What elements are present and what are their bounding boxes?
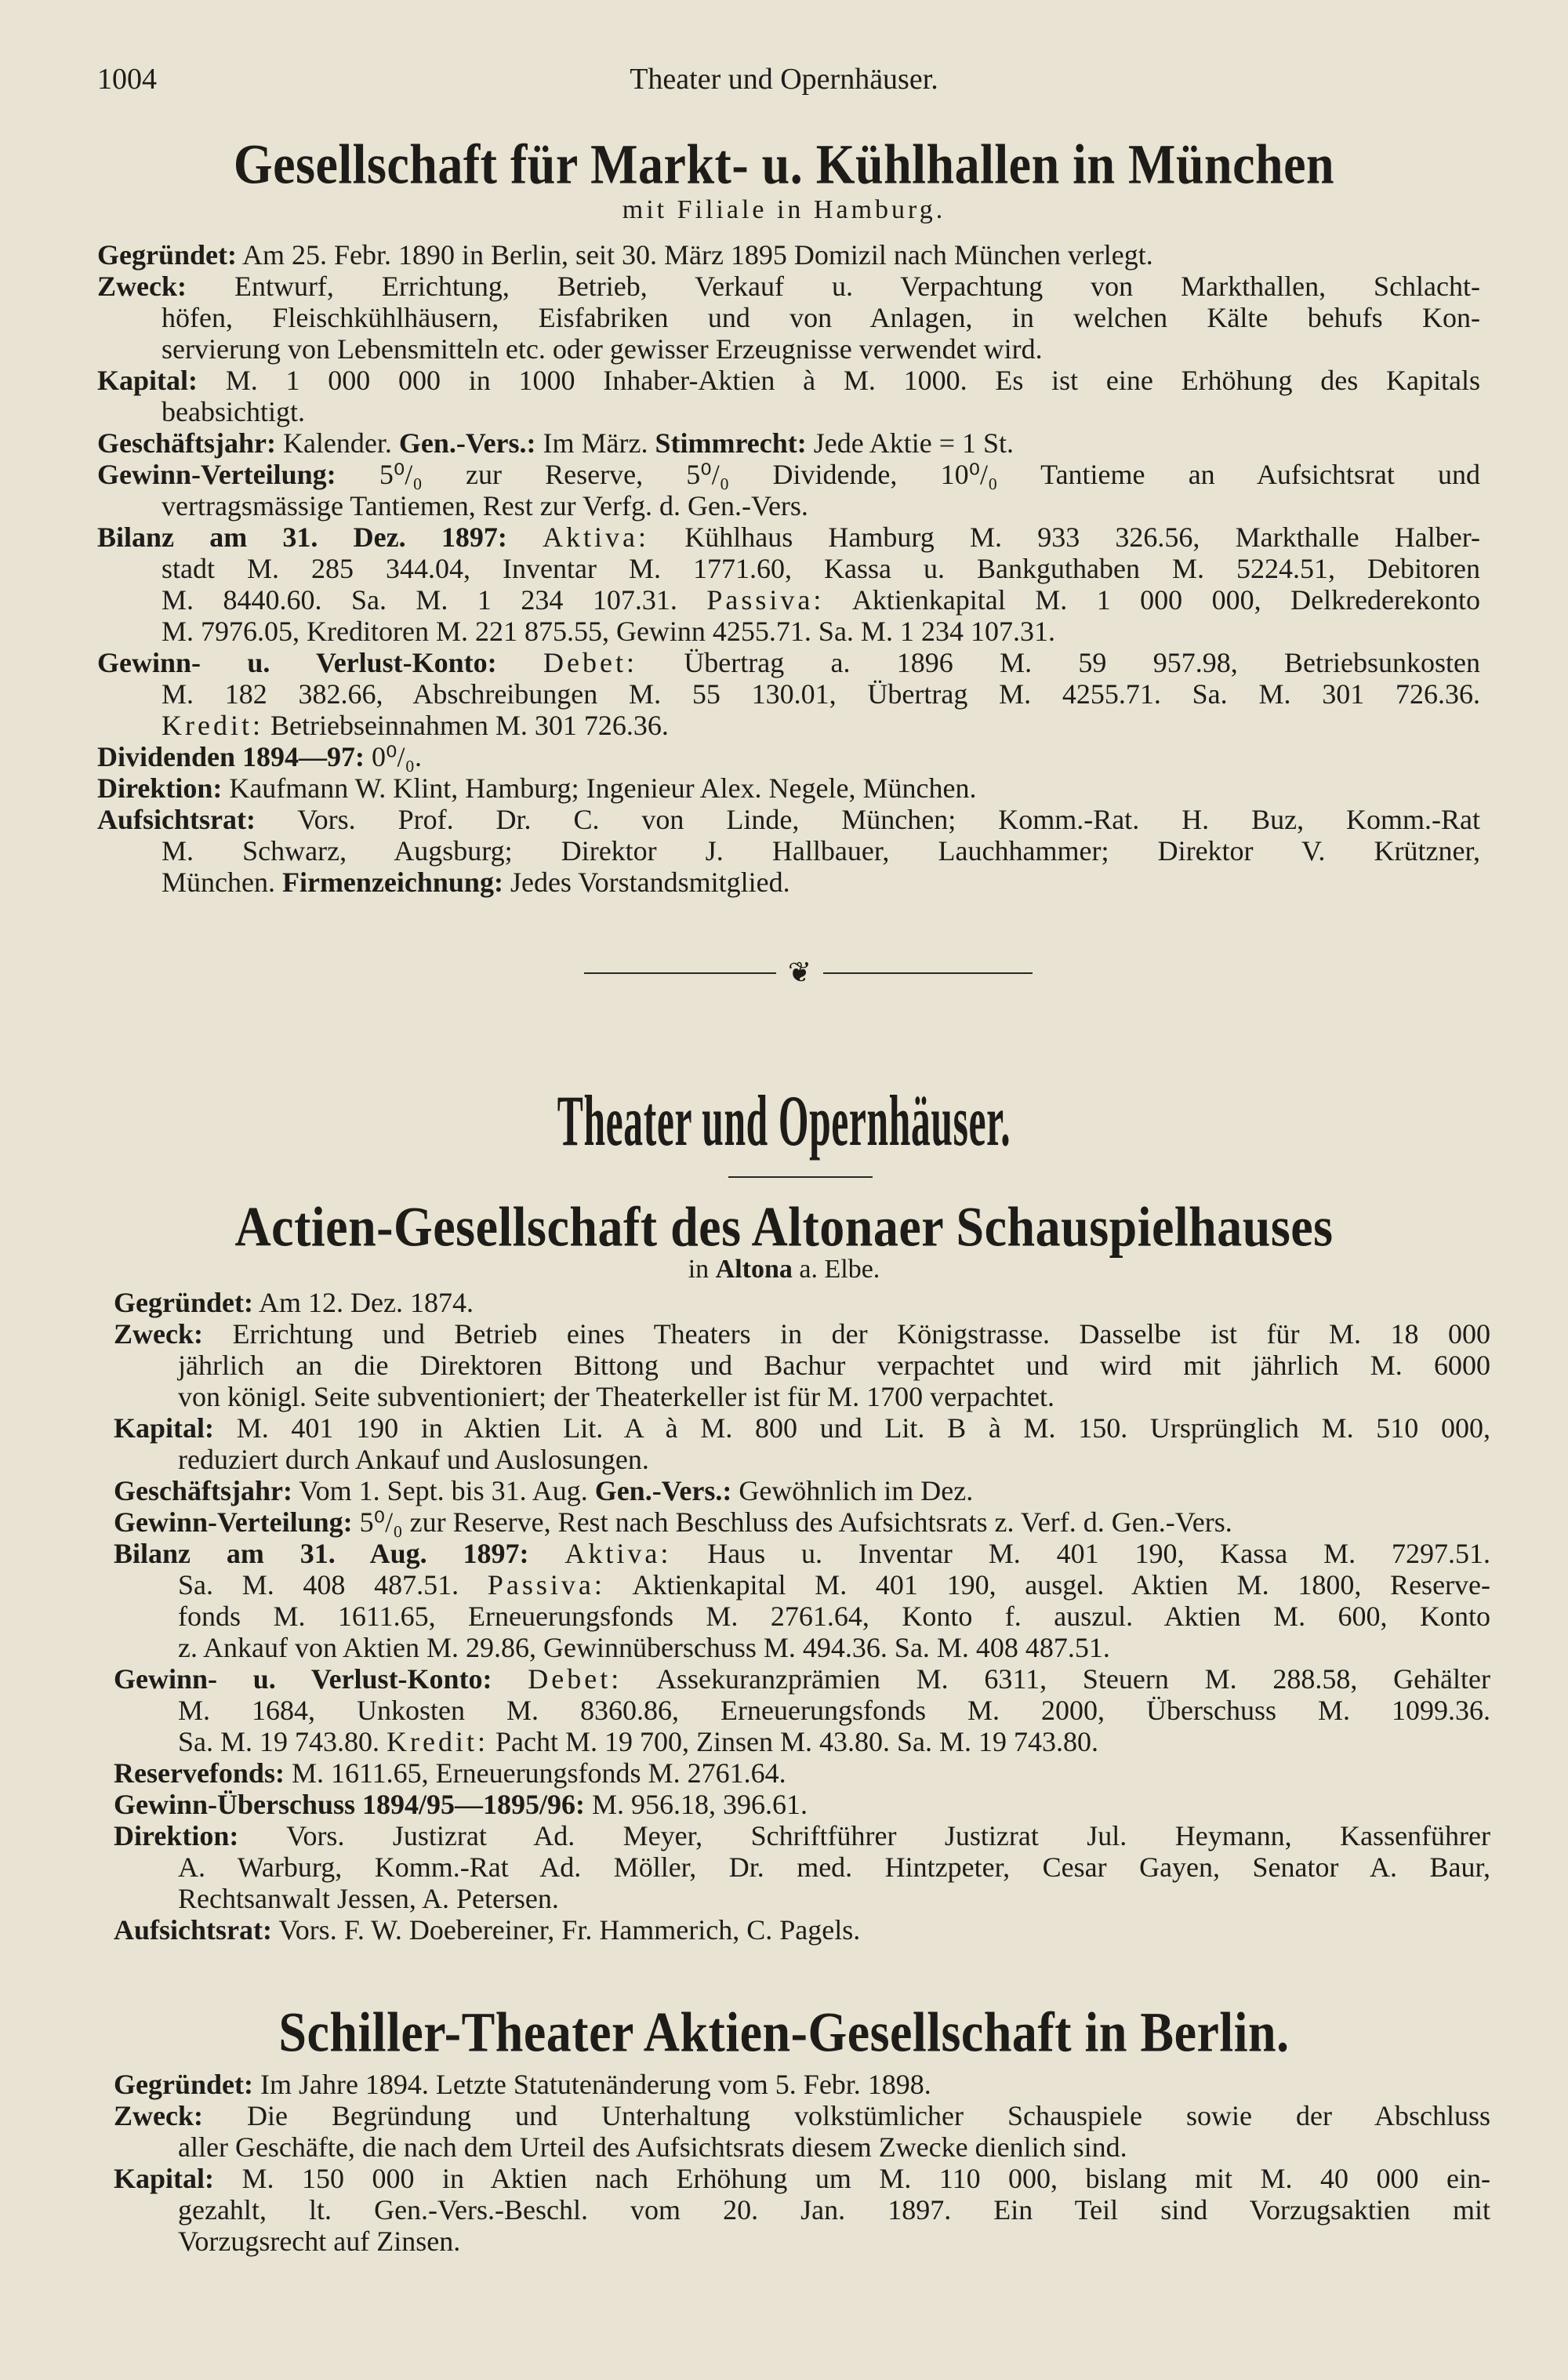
text-run: M. 1611.65, Erneuerungsfonds M. 2761.64. xyxy=(284,1757,786,1789)
text-run: 5⁰/₀ zur Reserve, Rest nach Beschluss des Aufsichtsrats z. Verf. d. Gen.-Vers. xyxy=(352,1506,1232,1538)
text-run: M. 956.18, 396.61. xyxy=(585,1789,808,1820)
spaced-label: Passiva: xyxy=(706,584,825,616)
field-label: Zweck: xyxy=(97,271,187,302)
text-line xyxy=(97,271,1480,302)
text-line xyxy=(97,490,1480,521)
company-title-1: Gesellschaft für Markt- u. Kühlhallen in München xyxy=(233,133,1335,196)
text-line xyxy=(97,459,1480,490)
field-label: Zweck: xyxy=(114,1318,203,1350)
text-line xyxy=(114,1695,1490,1726)
heading-rule xyxy=(728,1176,873,1178)
text-line xyxy=(114,1851,1490,1883)
text-line xyxy=(114,1820,1490,1851)
text-line xyxy=(114,1914,1490,1946)
text-run: Aktienkapital M. 401 190, ausgel. Aktien M. 1800, Reserve- xyxy=(604,1569,1490,1601)
field-label: Gewinn- u. Verlust-Konto: xyxy=(114,1663,492,1695)
text-run: Im Jahre 1894. Letzte Statutenänderung vom 5. Febr. 1898. xyxy=(252,2069,931,2100)
text-line xyxy=(114,2194,1490,2226)
text-run: Vors. Justizrat Ad. Meyer, Schriftführer Justizrat Jul. Heymann, Kassenführer xyxy=(238,1820,1490,1851)
company-title-3: Schiller-Theater Aktien-Gesellschaft in Berlin. xyxy=(278,2000,1290,2064)
field-label: Stimmrecht: xyxy=(655,427,807,459)
text-run: fonds M. 1611.65, Erneuerungsfonds M. 2761.64, Konto f. auszul. Aktien M. 600, Konto xyxy=(178,1601,1490,1632)
text-line xyxy=(114,1318,1490,1350)
text-line xyxy=(114,1412,1490,1444)
text-line xyxy=(114,1506,1490,1538)
text-line xyxy=(97,710,1480,741)
spaced-label: Kredit: xyxy=(162,710,263,741)
text-run: Jede Aktie = 1 St. xyxy=(806,427,1014,459)
text-run: Vors. F. W. Doebereiner, Fr. Hammerich, C. Pagels. xyxy=(271,1914,861,1946)
text-run: reduziert durch Ankauf und Auslosungen. xyxy=(178,1444,649,1475)
text-run: Sa. M. 19 743.80. xyxy=(178,1726,387,1757)
text-line xyxy=(114,1538,1490,1569)
text-line xyxy=(114,1444,1490,1475)
text-run: M. Schwarz, Augsburg; Direktor J. Hallbauer, Lauchhammer; Direktor V. Krützner, xyxy=(162,835,1480,867)
text-run: Am 12. Dez. 1874. xyxy=(252,1287,474,1318)
text-run: Assekuranzprämien M. 6311, Steuern M. 288.58, Gehälter xyxy=(622,1663,1490,1695)
text-line xyxy=(114,1601,1490,1632)
field-label: Aufsichtsrat: xyxy=(114,1914,272,1946)
text-line xyxy=(114,2131,1490,2163)
field-label: Gewinn-Überschuss 1894/95—1895/96: xyxy=(114,1789,586,1820)
spaced-label: Kredit: xyxy=(387,1726,488,1757)
text-run: M. 7976.05, Kreditoren M. 221 875.55, Gewinn 4255.71. Sa. M. 1 234 107.31. xyxy=(162,616,1055,647)
text-run: Kühlhaus Hamburg M. 933 326.56, Markthalle Halber- xyxy=(649,521,1480,553)
page-number: 1004 xyxy=(97,63,157,96)
text-run: Die Begründung und Unterhaltung volkstümlicher Schauspiele sowie der Abschluss xyxy=(202,2100,1490,2131)
text-line xyxy=(97,333,1480,365)
field-label: Zweck: xyxy=(114,2100,203,2131)
text-line xyxy=(97,772,1480,804)
company-subtitle-1: mit Filiale in Hamburg. xyxy=(622,195,946,224)
text-run: Gewöhnlich im Dez. xyxy=(731,1475,974,1506)
text-run: Vors. Prof. Dr. C. von Linde, München; Komm.-Rat. H. Buz, Komm.-Rat xyxy=(255,804,1480,835)
text-run: vertragsmässige Tantiemen, Rest zur Verfg. d. Gen.-Vers. xyxy=(162,490,808,521)
text-run: von königl. Seite subventioniert; der Theaterkeller ist für M. 1700 verpachtet. xyxy=(178,1381,1055,1412)
text-line xyxy=(114,1663,1490,1695)
company-entry-2 xyxy=(114,1287,1490,1946)
field-label: Reservefonds: xyxy=(114,1757,285,1789)
text-line xyxy=(114,2069,1490,2100)
text-line xyxy=(114,2226,1490,2257)
text-run: Betriebseinnahmen M. 301 726.36. xyxy=(263,710,669,741)
text-run: beabsichtigt. xyxy=(162,396,305,427)
section-heading: Theater und Opernhäuser. xyxy=(557,1081,1011,1161)
text-line xyxy=(97,584,1480,616)
spaced-label: Passiva: xyxy=(487,1569,605,1601)
text-line xyxy=(114,1475,1490,1506)
text-run: Rechtsanwalt Jessen, A. Petersen. xyxy=(178,1883,559,1914)
company-title-2: Actien-Gesellschaft des Altonaer Schauspielhauses xyxy=(234,1195,1334,1259)
text-run: Aktienkapital M. 1 000 000, Delkrederekonto xyxy=(824,584,1480,616)
text-line xyxy=(97,427,1480,459)
text-line xyxy=(97,616,1480,647)
text-run: M. 1684, Unkosten M. 8360.86, Erneuerungsfonds M. 2000, Überschuss M. 1099.36. xyxy=(178,1695,1490,1726)
field-label: Kapital: xyxy=(114,1412,215,1444)
text-run: z. Ankauf von Aktien M. 29.86, Gewinnüberschuss M. 494.36. Sa. M. 408 487.51. xyxy=(178,1632,1110,1663)
text-run: Übertrag a. 1896 M. 59 957.98, Betriebsunkosten xyxy=(637,647,1480,678)
text-run: Kaufmann W. Klint, Hamburg; Ingenieur Alex. Negele, München. xyxy=(222,772,977,804)
field-label: Dividenden 1894—97: xyxy=(97,741,365,772)
text-run: höfen, Fleischkühlhäusern, Eisfabriken und von Anlagen, in welchen Kälte behufs Kon- xyxy=(162,302,1480,333)
text-run: Am 25. Febr. 1890 in Berlin, seit 30. März 1895 Domizil nach München verlegt. xyxy=(236,239,1153,271)
text-line xyxy=(114,1350,1490,1381)
text-run: A. Warburg, Komm.-Rat Ad. Möller, Dr. med. Hintzpeter, Cesar Gayen, Senator A. Baur, xyxy=(178,1851,1490,1883)
text-line xyxy=(114,1569,1490,1601)
text-run: Vom 1. Sept. bis 31. Aug. xyxy=(292,1475,595,1506)
subtitle-pre: in xyxy=(688,1255,716,1284)
spaced-label: Aktiva: xyxy=(564,1538,672,1569)
text-run: jährlich an die Direktoren Bittong und Bachur verpachtet und wird mit jährlich M. 6000 xyxy=(178,1350,1490,1381)
field-label: Direktion: xyxy=(114,1820,239,1851)
text-line xyxy=(114,1789,1490,1820)
text-line xyxy=(97,867,1480,898)
text-run xyxy=(507,521,543,553)
text-line xyxy=(97,647,1480,678)
text-run: stadt M. 285 344.04, Inventar M. 1771.60, Kassa u. Bankguthaben M. 5224.51, Debitoren xyxy=(162,553,1480,584)
spaced-label: Debet: xyxy=(528,1663,622,1695)
field-label: Bilanz am 31. Dez. 1897: xyxy=(97,521,507,553)
text-line xyxy=(97,302,1480,333)
text-run: M. 401 190 in Aktien Lit. A à M. 800 und Lit. B à M. 150. Ursprünglich M. 510 000, xyxy=(214,1412,1490,1444)
text-run: M. 8440.60. Sa. M. 1 234 107.31. xyxy=(162,584,707,616)
text-run: Kalender. xyxy=(275,427,399,459)
subtitle-post: a. Elbe. xyxy=(792,1255,880,1284)
field-label: Firmenzeichnung: xyxy=(281,867,503,898)
text-line xyxy=(114,1632,1490,1663)
field-label: Gewinn- u. Verlust-Konto: xyxy=(97,647,497,678)
text-line xyxy=(114,1757,1490,1789)
text-run: 5⁰/₀ zur Reserve, 5⁰/₀ Dividende, 10⁰/₀ Tantieme an Aufsichtsrat und xyxy=(336,459,1480,490)
field-label: Gegründet: xyxy=(114,2069,253,2100)
text-run: Haus u. Inventar M. 401 190, Kassa M. 7297.51. xyxy=(671,1538,1490,1569)
text-run: Sa. M. 408 487.51. xyxy=(178,1569,488,1601)
text-line xyxy=(114,2100,1490,2131)
field-label: Gen.-Vers.: xyxy=(398,427,536,459)
field-label: Kapital: xyxy=(97,365,198,396)
subtitle-place: Altona xyxy=(715,1255,793,1284)
text-run: Vorzugsrecht auf Zinsen. xyxy=(178,2226,461,2257)
text-run: Jedes Vorstandsmitglied. xyxy=(503,867,790,898)
text-run: München. xyxy=(162,867,282,898)
spaced-label: Debet: xyxy=(543,647,637,678)
text-run: servierung von Lebensmitteln etc. oder gewisser Erzeugnisse verwendet wird. xyxy=(162,333,1043,365)
field-label: Geschäftsjahr: xyxy=(97,427,276,459)
text-line xyxy=(97,741,1480,772)
field-label: Gewinn-Verteilung: xyxy=(114,1506,353,1538)
field-label: Bilanz am 31. Aug. 1897: xyxy=(114,1538,529,1569)
running-title: Theater und Opernhäuser. xyxy=(630,63,938,96)
text-line xyxy=(97,678,1480,710)
company-entry-3 xyxy=(114,2069,1490,2257)
text-line xyxy=(114,1883,1490,1914)
field-label: Gen.-Vers.: xyxy=(594,1475,732,1506)
text-run xyxy=(492,1663,528,1695)
company-entry-1 xyxy=(97,239,1480,898)
text-run xyxy=(528,1538,564,1569)
text-run: aller Geschäfte, die nach dem Urteil des Aufsichtsrats diesem Zwecke dienlich sind. xyxy=(178,2131,1127,2163)
text-line xyxy=(97,835,1480,867)
text-line xyxy=(97,521,1480,553)
ornament-icon: ❦ xyxy=(776,957,823,988)
text-run: Pacht M. 19 700, Zinsen M. 43.80. Sa. M. 19 743.80. xyxy=(488,1726,1098,1757)
text-line xyxy=(114,1726,1490,1757)
text-run: M. 1 000 000 in 1000 Inhaber-Aktien à M. 1000. Es ist eine Erhöhung des Kapitals xyxy=(198,365,1480,396)
text-run: Im März. xyxy=(535,427,655,459)
text-run: M. 150 000 in Aktien nach Erhöhung um M. 110 000, bislang mit M. 40 000 ein- xyxy=(214,2163,1490,2194)
text-line xyxy=(114,2163,1490,2194)
text-run: Entwurf, Errichtung, Betrieb, Verkauf u. Verpachtung von Markthallen, Schlacht- xyxy=(186,271,1480,302)
text-line xyxy=(97,396,1480,427)
field-label: Aufsichtsrat: xyxy=(97,804,256,835)
text-run: gezahlt, lt. Gen.-Vers.-Beschl. vom 20. Jan. 1897. Ein Teil sind Vorzugsaktien mit xyxy=(178,2194,1490,2226)
field-label: Geschäftsjahr: xyxy=(114,1475,292,1506)
text-run xyxy=(497,647,543,678)
text-run: Errichtung und Betrieb eines Theaters in der Königstrasse. Dasselbe ist für M. 18 000 xyxy=(202,1318,1490,1350)
text-line xyxy=(97,365,1480,396)
text-run: M. 182 382.66, Abschreibungen M. 55 130.01, Übertrag M. 4255.71. Sa. M. 301 726.36. xyxy=(162,678,1480,710)
text-line xyxy=(114,1381,1490,1412)
field-label: Gegründet: xyxy=(97,239,237,271)
text-line xyxy=(97,804,1480,835)
text-line xyxy=(114,1287,1490,1318)
company-subtitle-2 xyxy=(0,1255,1568,1284)
text-line xyxy=(97,553,1480,584)
field-label: Gegründet: xyxy=(114,1287,253,1318)
field-label: Direktion: xyxy=(97,772,223,804)
text-line xyxy=(97,239,1480,271)
text-run: 0⁰/₀. xyxy=(365,741,423,772)
field-label: Kapital: xyxy=(114,2163,215,2194)
spaced-label: Aktiva: xyxy=(543,521,650,553)
field-label: Gewinn-Verteilung: xyxy=(97,459,336,490)
